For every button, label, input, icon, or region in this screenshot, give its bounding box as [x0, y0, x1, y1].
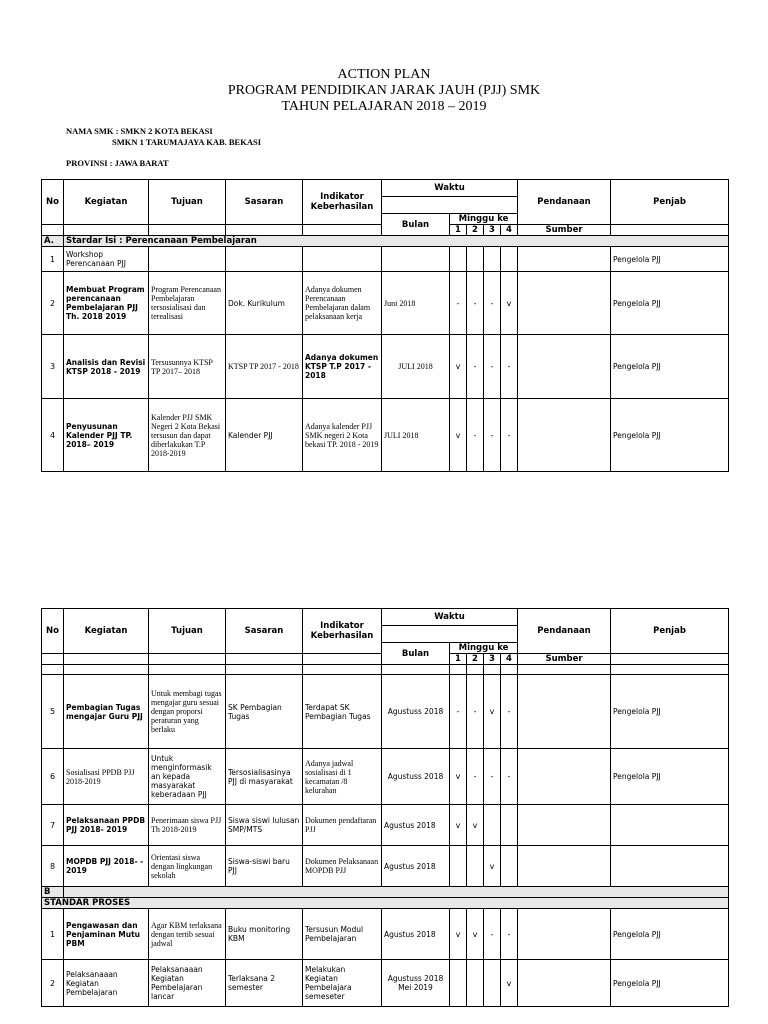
cell-w1	[450, 846, 467, 887]
cell-sumber	[518, 272, 611, 335]
col-indikator: Indikator Keberhasilan	[303, 609, 382, 654]
cell-kegiatan: Pengawasan dan Penjaminan Mutu PBM	[64, 909, 149, 960]
cell-tujuan: Agar KBM terlaksana dengan tertib sesuai jadwal	[149, 909, 226, 960]
cell-penjab: Pengelola PJJ	[611, 399, 729, 472]
cell-sumber	[518, 247, 611, 272]
table-row	[42, 399, 729, 472]
col-no: No	[42, 180, 64, 225]
cell-no: 3	[42, 335, 64, 399]
cell-bulan: JULI 2018	[382, 335, 450, 399]
cell-w1: v	[450, 399, 467, 472]
col-week-3: 3	[484, 225, 501, 236]
cell-w3	[484, 247, 501, 272]
cell-kegiatan: Membuat Program perencanaan Pembelajaran PJJ Th. 2018 2019	[64, 272, 149, 335]
cell-no: 8	[42, 846, 64, 887]
col-indikator: Indikator Keberhasilan	[303, 180, 382, 225]
cell-w4: -	[501, 749, 518, 805]
cell-w2: -	[467, 749, 484, 805]
cell-w1: v	[450, 909, 467, 960]
cell-sasaran: Kalender PJJ	[226, 399, 303, 472]
cell-no: 1	[42, 247, 64, 272]
cell-w1: -	[450, 675, 467, 749]
cell-w4: -	[501, 335, 518, 399]
table-row	[42, 247, 729, 272]
cell-indikator: Adanya dokumen KTSP T.P 2017 - 2018	[303, 335, 382, 399]
col-tujuan: Tujuan	[149, 609, 226, 654]
cell-penjab	[611, 846, 729, 887]
cell-sasaran: Dok. Kurikulum	[226, 272, 303, 335]
table-row	[42, 960, 729, 1007]
cell-tujuan: Program Perencanaan Pembelajaran tersosialisasi dan terealisasi	[149, 272, 226, 335]
cell-no: 6	[42, 749, 64, 805]
col-bulan: Bulan	[382, 214, 450, 236]
cell-kegiatan: MOPDB PJJ 2018- - 2019	[64, 846, 149, 887]
cell-w4: -	[501, 399, 518, 472]
col-bulan: Bulan	[382, 643, 450, 665]
cell-penjab: Pengelola PJJ	[611, 335, 729, 399]
cell-bulan: JULI 2018	[382, 399, 450, 472]
cell-w3: -	[484, 909, 501, 960]
doc-subtitle: PROGRAM PENDIDIKAN JARAK JAUH (PJJ) SMK	[227, 83, 541, 98]
cell-bulan: Agustus 2018	[382, 909, 450, 960]
cell-w2: -	[467, 399, 484, 472]
col-kegiatan: Kegiatan	[64, 180, 149, 225]
cell-w4: -	[501, 909, 518, 960]
cell-sasaran: Terlaksana 2 semester	[226, 960, 303, 1007]
cell-indikator: Terdapat SK Pembagian Tugas	[303, 675, 382, 749]
cell-w2	[467, 960, 484, 1007]
cell-bulan: Agustuss 2018	[382, 749, 450, 805]
col-minggu: Minggu ke	[450, 214, 518, 225]
cell-w1: -	[450, 272, 467, 335]
cell-kegiatan: Pelaksanaan PPDB PJJ 2018- 2019	[64, 805, 149, 846]
cell-sumber	[518, 960, 611, 1007]
cell-penjab: Pengelola PJJ	[611, 909, 729, 960]
cell-kegiatan: Penyusunan Kalender PJJ TP. 2018– 2019	[64, 399, 149, 472]
cell-w2: v	[467, 909, 484, 960]
provinsi-line: PROVINSI : JAWA BARAT	[66, 158, 169, 168]
cell-penjab: Pengelola PJJ	[611, 675, 729, 749]
cell-no: 1	[42, 909, 64, 960]
cell-indikator: Adanya jadwal sosialisasi di 1 kecamatan /8 kelurahan	[303, 749, 382, 805]
table-row	[42, 846, 729, 887]
cell-w3: -	[484, 749, 501, 805]
col-waktu: Waktu	[382, 180, 518, 197]
col-week-1: 1	[450, 225, 467, 236]
section-title: STANDAR PROSES	[42, 898, 729, 909]
cell-sasaran: Siswa-siswi baru PJJ	[226, 846, 303, 887]
table-row	[42, 335, 729, 399]
table-row	[42, 675, 729, 749]
cell-indikator: Adanya dokumen Perencanaan Pembelajaran dalam pelaksanaan kerja	[303, 272, 382, 335]
cell-bulan: Agustuss 2018 Mei 2019	[382, 960, 450, 1007]
doc-title: ACTION PLAN	[337, 67, 431, 82]
cell-w1: v	[450, 805, 467, 846]
cell-tujuan: Pelaksanaaan Kegiatan Pembelajaran lancar	[149, 960, 226, 1007]
cell-w4: v	[501, 960, 518, 1007]
nama-smk-line1: NAMA SMK : SMKN 2 KOTA BEKASI	[66, 126, 213, 136]
cell-w2: -	[467, 272, 484, 335]
section-title: Stardar Isi : Perencanaan Pembelajaran	[64, 236, 729, 247]
cell-penjab	[611, 805, 729, 846]
cell-w3: -	[484, 272, 501, 335]
cell-w3: v	[484, 846, 501, 887]
cell-kegiatan: Pembagian Tugas mengajar Guru PJJ	[64, 675, 149, 749]
col-penjab: Penjab	[611, 180, 729, 225]
table-row	[42, 909, 729, 960]
cell-w2: -	[467, 335, 484, 399]
col-minggu: Minggu ke	[450, 643, 518, 654]
table-row	[42, 805, 729, 846]
section-code: B	[42, 887, 64, 898]
table-row	[42, 272, 729, 335]
cell-indikator: Melakukan Kegiatan Pembelajara semeseter	[303, 960, 382, 1007]
cell-w2: -	[467, 675, 484, 749]
cell-sumber	[518, 846, 611, 887]
table-row	[42, 749, 729, 805]
action-plan-table-1	[41, 179, 729, 472]
cell-tujuan: Tersusunnya KTSP TP 2017– 2018	[149, 335, 226, 399]
cell-sumber	[518, 335, 611, 399]
cell-kegiatan: Workshop Perencanaan PJJ	[64, 247, 149, 272]
col-sasaran: Sasaran	[226, 180, 303, 225]
cell-no: 5	[42, 675, 64, 749]
cell-bulan: Agustuss 2018	[382, 675, 450, 749]
cell-w2: v	[467, 805, 484, 846]
cell-indikator: Adanya kalender PJJ SMK negeri 2 Kota bekasi TP. 2018 - 2019	[303, 399, 382, 472]
cell-w4: -	[501, 675, 518, 749]
cell-bulan: Juni 2018	[382, 272, 450, 335]
col-pendanaan: Pendanaan	[518, 180, 611, 225]
col-sumber: Sumber	[518, 225, 611, 236]
col-kegiatan: Kegiatan	[64, 609, 149, 654]
doc-year: TAHUN PELAJARAN 2018 – 2019	[281, 99, 487, 114]
cell-w1: v	[450, 749, 467, 805]
col-waktu: Waktu	[382, 609, 518, 626]
cell-w3: -	[484, 399, 501, 472]
col-week-3: 3	[484, 654, 501, 665]
cell-sasaran: SK Pembagian Tugas	[226, 675, 303, 749]
cell-w4: v	[501, 272, 518, 335]
section-code: A.	[42, 236, 64, 247]
cell-no: 2	[42, 272, 64, 335]
cell-no: 4	[42, 399, 64, 472]
cell-indikator: Dokumen pendaftaran PJJ	[303, 805, 382, 846]
cell-sasaran: Buku monitoring KBM	[226, 909, 303, 960]
cell-kegiatan: Analisis dan Revisi KTSP 2018 - 2019	[64, 335, 149, 399]
cell-sumber	[518, 675, 611, 749]
cell-bulan: Agustus 2018	[382, 805, 450, 846]
cell-w3	[484, 960, 501, 1007]
cell-no: 2	[42, 960, 64, 1007]
cell-sasaran: Tersosialisasinya PJJ di masyarakat	[226, 749, 303, 805]
cell-tujuan: Orientasi siswa dengan lingkungan sekolah	[149, 846, 226, 887]
col-sumber: Sumber	[518, 654, 611, 665]
cell-penjab: Pengelola PJJ	[611, 960, 729, 1007]
cell-w4	[501, 805, 518, 846]
cell-w3: v	[484, 675, 501, 749]
cell-penjab: Pengelola PJJ	[611, 247, 729, 272]
cell-sumber	[518, 805, 611, 846]
cell-indikator: Tersusun Modul Pembelajaran	[303, 909, 382, 960]
cell-sasaran	[226, 247, 303, 272]
nama-smk-line2: SMKN 1 TARUMAJAYA KAB. BEKASI	[112, 137, 262, 147]
cell-tujuan: Untuk menginformasik an kepada masyarakat keberadaan PJJ	[149, 749, 226, 805]
cell-w4	[501, 846, 518, 887]
cell-w1	[450, 247, 467, 272]
cell-w1: v	[450, 335, 467, 399]
cell-sumber	[518, 749, 611, 805]
cell-sumber	[518, 909, 611, 960]
col-no: No	[42, 609, 64, 654]
cell-kegiatan: Pelaksanaaan Kegiatan Pembelajaran	[64, 960, 149, 1007]
cell-indikator: Dokumen Pelaksanaan MOPDB PJJ	[303, 846, 382, 887]
cell-sasaran: Siswa siswi lulusan SMP/MTS	[226, 805, 303, 846]
cell-w4	[501, 247, 518, 272]
cell-penjab: Pengelola PJJ	[611, 749, 729, 805]
col-sasaran: Sasaran	[226, 609, 303, 654]
cell-w2	[467, 247, 484, 272]
col-week-4: 4	[501, 225, 518, 236]
cell-w3: -	[484, 335, 501, 399]
cell-bulan: Agustus 2018	[382, 846, 450, 887]
cell-w1	[450, 960, 467, 1007]
col-week-4: 4	[501, 654, 518, 665]
cell-w2	[467, 846, 484, 887]
action-plan-table-2	[41, 608, 729, 1007]
cell-tujuan: Kalender PJJ SMK Negeri 2 Kota Bekasi tersusun dan dapat diberlakukan T.P 2018-2019	[149, 399, 226, 472]
cell-tujuan: Untuk membagi tugas mengajar guru sesuai dengan proporsi peraturan yang berlaku	[149, 675, 226, 749]
cell-penjab: Pengelola PJJ	[611, 272, 729, 335]
cell-kegiatan: Sosialisasi PPDB PJJ 2018-2019	[64, 749, 149, 805]
col-tujuan: Tujuan	[149, 180, 226, 225]
col-penjab: Penjab	[611, 609, 729, 654]
col-week-1: 1	[450, 654, 467, 665]
cell-bulan	[382, 247, 450, 272]
cell-tujuan	[149, 247, 226, 272]
col-week-2: 2	[467, 654, 484, 665]
col-week-2: 2	[467, 225, 484, 236]
cell-tujuan: Penerimaan siswa PJJ Th 2018-2019	[149, 805, 226, 846]
cell-sasaran: KTSP TP 2017 - 2018	[226, 335, 303, 399]
cell-sumber	[518, 399, 611, 472]
cell-indikator	[303, 247, 382, 272]
cell-w3	[484, 805, 501, 846]
col-pendanaan: Pendanaan	[518, 609, 611, 654]
cell-no: 7	[42, 805, 64, 846]
